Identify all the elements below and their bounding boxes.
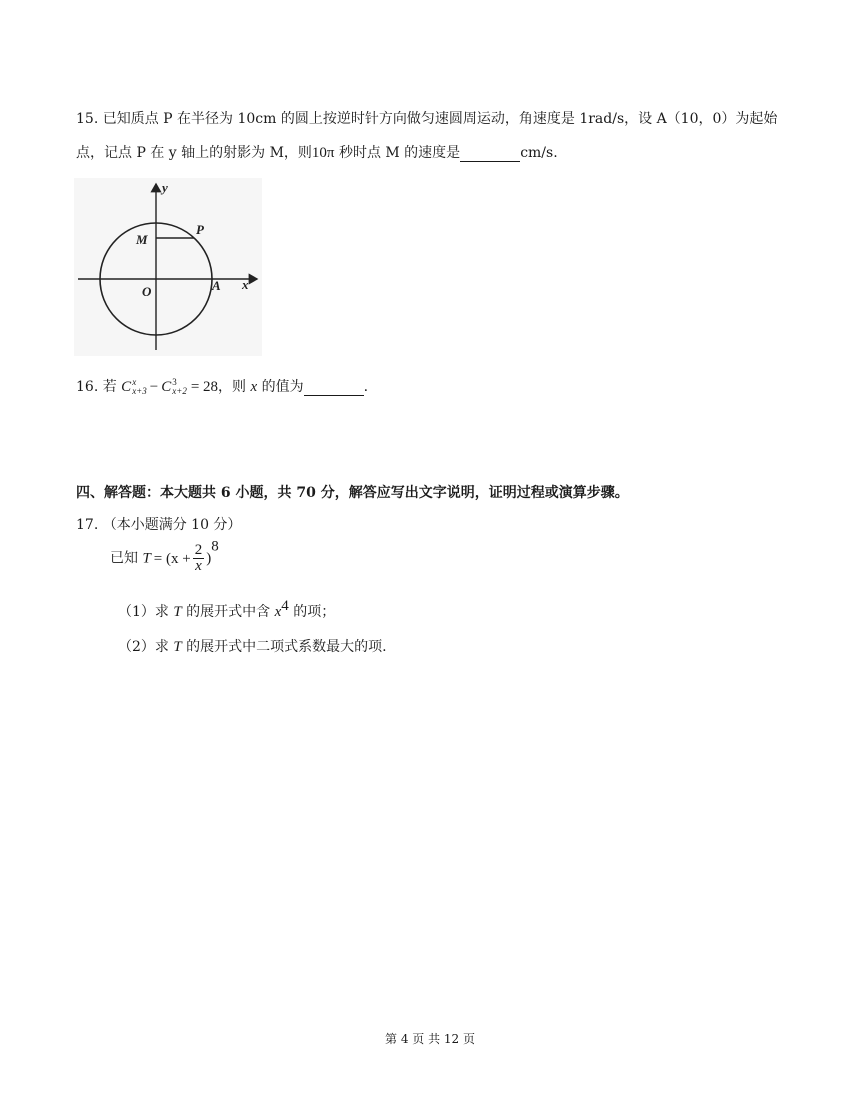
q17-given-pre: 已知 xyxy=(110,550,143,567)
q15-line2-pre: 点，记点 P 在 y 轴上的射影为 M，则 xyxy=(76,145,312,161)
q15-circle-figure xyxy=(74,178,262,356)
q17-frac-num: 2 xyxy=(194,542,203,558)
label-M: M xyxy=(136,232,148,247)
label-y: y xyxy=(162,180,168,195)
q17-part1-T: T xyxy=(173,604,182,620)
combination-1: C xyxy=(121,379,132,395)
q15-line2-mid: 秒时点 M 的速度是 xyxy=(334,145,461,161)
q16-equals: = 28 xyxy=(190,379,219,395)
q17-part2 xyxy=(118,636,387,656)
q16-end: . xyxy=(363,379,369,395)
q16-var: x xyxy=(250,379,258,395)
label-P: P xyxy=(196,222,204,237)
combination-2-indices xyxy=(172,378,187,396)
q15-line2 xyxy=(76,142,558,162)
q17-part1-pre: （1）求 xyxy=(118,604,174,620)
c2-sup: 3 xyxy=(172,377,177,387)
page-footer: 第 4 页 共 12 页 xyxy=(385,1032,475,1046)
c2-sub: x+2 xyxy=(172,386,187,396)
q15-line1 xyxy=(76,108,777,128)
q15-figure-svg xyxy=(74,178,262,356)
q15-line1-text: 15. 已知质点 P 在半径为 10cm 的圆上按逆时针方向做匀速圆周运动，角速度是 1rad/s，设 A（10，0）为起始 xyxy=(76,111,778,127)
q17-part1-exp: 4 xyxy=(281,598,289,614)
q15-answer-blank xyxy=(460,145,520,162)
q16-minus: − xyxy=(149,379,159,395)
q17-part2-pre: （2）求 xyxy=(118,639,174,655)
q16-line xyxy=(76,376,368,396)
q17-eq-close: ) xyxy=(206,550,212,567)
q17-fraction xyxy=(193,543,205,574)
q17-part1-mid: 的展开式中含 xyxy=(181,604,275,620)
combination-1-indices xyxy=(132,378,147,396)
q16-answer-blank xyxy=(304,379,364,396)
label-A: A xyxy=(212,278,221,293)
q17-T: T xyxy=(142,550,151,567)
label-O: O xyxy=(142,284,152,299)
q17-part1-post: 的项； xyxy=(288,604,336,620)
q16-suffix-post: 的值为 xyxy=(257,379,304,395)
q17-part2-T: T xyxy=(173,639,182,655)
q17-part2-post: 的展开式中二项式系数最大的项. xyxy=(181,639,387,655)
q16-prefix: 16. 若 xyxy=(76,379,122,395)
q15-unit: cm/s. xyxy=(520,145,558,161)
c1-sup: x xyxy=(132,377,137,387)
q17-part1-x: x xyxy=(274,604,282,620)
section4-title: 四、解答题：本大题共 6 小题，共 70 分，解答应写出文字说明，证明过程或演算步骤。 xyxy=(76,485,629,501)
combination-2: C xyxy=(161,379,172,395)
q17-part1 xyxy=(118,598,336,621)
q17-eq-open: = (x + xyxy=(153,550,191,567)
q17-frac-den: x xyxy=(195,558,202,574)
c1-sub: x+3 xyxy=(132,386,147,396)
q15-time-value: 10π xyxy=(311,145,335,161)
q16-suffix-pre: ，则 xyxy=(218,379,251,395)
q17-given xyxy=(110,538,219,574)
q17-exp: 8 xyxy=(211,538,219,555)
label-x: x xyxy=(242,277,249,292)
q17-header: 17. （本小题满分 10 分） xyxy=(76,517,242,533)
